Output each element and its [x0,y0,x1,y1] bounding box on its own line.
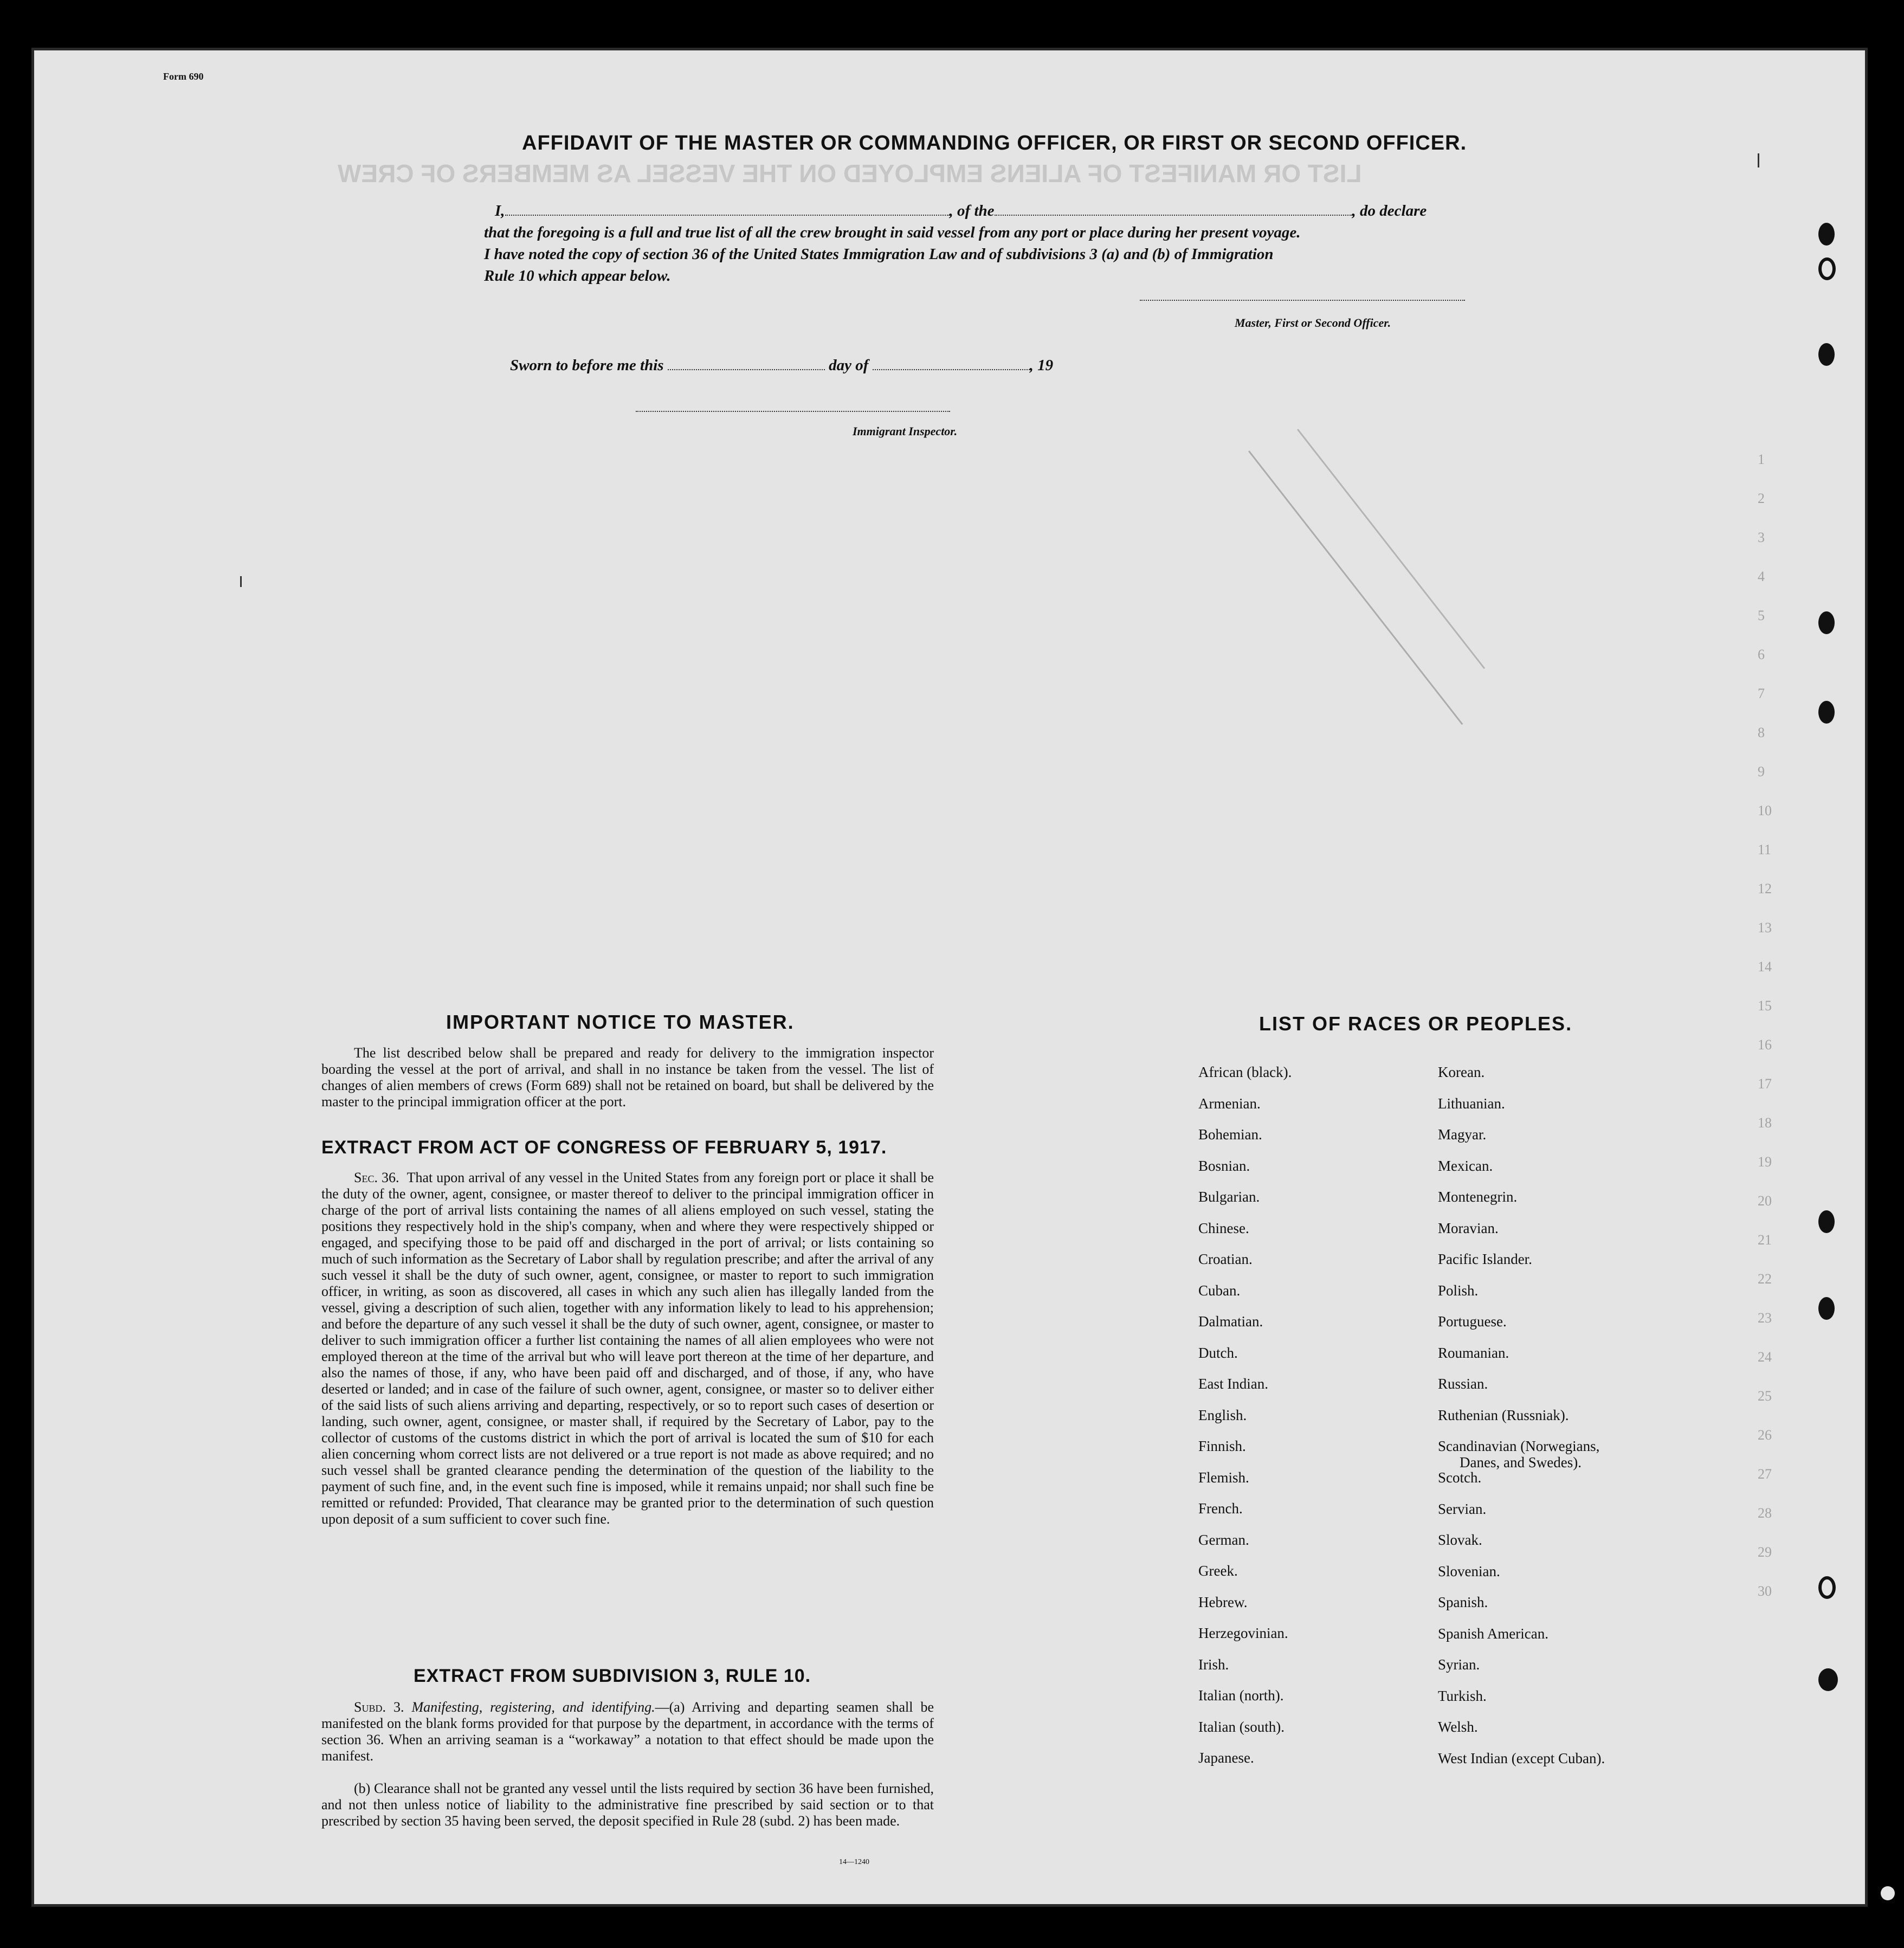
row-number: 26 [1758,1427,1772,1443]
subd-para-a: —(a) Arriving and departing seamen shall be manifested on the blank forms provided for that purpose by the department, in accordance with the terms of section 36. When an arriving seaman is a “workaway” a notation to that effect should be made upon the manifest. [321,1699,934,1764]
subd-heading: Manifesting, registering, and identifying. [411,1699,655,1715]
race-left-item: East Indian. [1198,1376,1268,1392]
race-left-item: Irish. [1198,1656,1229,1673]
sworn-day-of: day of [829,357,869,374]
race-left-item: Armenian. [1198,1095,1261,1112]
race-left-item: Dalmatian. [1198,1313,1263,1330]
row-number: 4 [1758,569,1765,584]
row-number: 19 [1758,1154,1772,1170]
master-signature-line[interactable] [1140,300,1465,301]
affidavit-do-declare: , do declare [1352,202,1427,220]
row-number: 6 [1758,647,1765,662]
race-left-item: Dutch. [1198,1344,1238,1361]
inspector-signature-label: Immigrant Inspector. [853,424,958,438]
pen-stroke [1248,450,1463,725]
row-number: 5 [1758,608,1765,623]
race-right-item: Mexican. [1438,1157,1493,1174]
race-left-item: Hebrew. [1198,1594,1248,1610]
affidavit-line-3: I have noted the copy of section 36 of the United States Immigration Law and of subdivisions 3 (a) and (b) of Immigration [484,246,1274,263]
race-left-item: Japanese. [1198,1750,1254,1766]
master-signature-label: Master, First or Second Officer. [1235,316,1391,330]
race-right-item: Montenegrin. [1438,1189,1518,1205]
punch-hole [1818,1668,1838,1691]
row-number: 12 [1758,881,1772,896]
affidavit-line-4: Rule 10 which appear below. [484,267,671,285]
row-number: 17 [1758,1076,1772,1092]
race-left-item: Italian (north). [1198,1687,1284,1704]
row-number: 7 [1758,686,1765,701]
race-right-item: Lithuanian. [1438,1095,1505,1112]
race-right-item: Scandinavian (Norwegians, [1438,1438,1600,1454]
punch-hole [1818,1210,1835,1233]
extract-act-title: EXTRACT FROM ACT OF CONGRESS OF FEBRUARY 5, 1917. [321,1137,887,1158]
row-number: 11 [1758,842,1772,857]
row-number: 28 [1758,1505,1772,1521]
affidavit-i: I, [495,202,505,220]
race-right-item: Spanish. [1438,1594,1488,1610]
extract-act-body [321,1170,934,1527]
race-left-item: Italian (south). [1198,1718,1285,1735]
row-number: 21 [1758,1232,1772,1248]
race-left-item: Flemish. [1198,1469,1249,1486]
row-number: 27 [1758,1466,1772,1482]
race-right-item: Ruthenian (Russniak). [1438,1407,1569,1423]
sworn-year: , 19 [1029,357,1054,374]
extract-rule-body [321,1699,934,1764]
races-title: LIST OF RACES OR PEOPLES. [1259,1012,1573,1035]
race-left-item: Finnish. [1198,1438,1246,1454]
corner-hole [1881,1886,1895,1900]
form-number: Form 690 [163,71,204,82]
race-right-item: West Indian (except Cuban). [1438,1750,1605,1766]
race-right-item: Portuguese. [1438,1313,1507,1330]
race-left-item: Chinese. [1198,1220,1249,1236]
race-right-item: Syrian. [1438,1656,1480,1673]
race-left-item: Bosnian. [1198,1157,1250,1174]
race-right-item: Servian. [1438,1500,1487,1517]
row-number: 13 [1758,920,1772,936]
sworn-text: Sworn to before me this [510,357,664,374]
race-left-item: French. [1198,1500,1243,1517]
punch-hole [1818,1297,1835,1320]
sworn-line [510,357,1053,375]
affidavit-of-the: , of the [949,202,995,220]
punch-hole [1818,343,1835,366]
sworn-month-blank[interactable] [873,369,1030,370]
row-number: 1 [1758,451,1765,467]
notice-body: The list described below shall be prepared and ready for delivery to the immigration inspector boarding the vessel at the port of arrival, and shall in no instance be taken from the vessel. The list of changes of alien members of crews (Form 689) shall not be retained on board, but shall be delivered by the master to the principal immigration officer at the port. [321,1045,934,1110]
race-right-item: Pacific Islander. [1438,1251,1532,1267]
print-code: 14—1240 [839,1858,869,1866]
bleed-through-header: LIST OR MANIFEST OF ALIENS EMPLOYED ON THE VESSEL AS MEMBERS OF CREW [338,159,1362,188]
punch-hole [1818,1576,1836,1599]
race-left-item: Bohemian. [1198,1126,1262,1143]
race-right-item: Russian. [1438,1376,1488,1392]
row-number: 14 [1758,959,1772,975]
race-right-item: Korean. [1438,1064,1485,1080]
row-number: 2 [1758,491,1765,506]
row-number: 30 [1758,1583,1772,1599]
row-number: 9 [1758,764,1765,779]
subd-para-b: (b) Clearance shall not be granted any vessel until the lists required by section 36 have been furnished, and not then unless notice of liability to the administrative fine prescribed by said section or to that prescribed by section 35 having been served, the deposit specified in Rule 28 (subd. 2) has been made. [321,1781,934,1829]
sworn-day-blank[interactable] [668,369,825,370]
ink-mark [240,576,242,587]
race-right-item: Danes, and Swedes). [1460,1454,1582,1470]
vessel-blank[interactable] [995,215,1352,216]
affidavit-title: AFFIDAVIT OF THE MASTER OR COMMANDING OFFICER, OR FIRST OR SECOND OFFICER. [522,132,1467,154]
race-left-item: Greek. [1198,1563,1238,1579]
race-left-item: Herzegovinian. [1198,1625,1288,1641]
race-right-item: Magyar. [1438,1126,1487,1143]
inspector-signature-line[interactable] [636,411,950,412]
row-number: 23 [1758,1310,1772,1326]
race-left-item: Bulgarian. [1198,1189,1260,1205]
row-number: 24 [1758,1349,1772,1365]
punch-hole [1818,611,1835,634]
race-right-item: Moravian. [1438,1220,1499,1236]
sec-label: Sec. 36. [354,1170,399,1185]
ink-mark [1758,153,1759,167]
punch-hole [1818,701,1835,724]
race-right-item: Polish. [1438,1282,1479,1299]
extract-rule-title: EXTRACT FROM SUBDIVISION 3, RULE 10. [414,1666,811,1686]
race-right-item: Roumanian. [1438,1344,1509,1361]
notice-title: IMPORTANT NOTICE TO MASTER. [446,1011,795,1033]
row-number: 20 [1758,1193,1772,1209]
race-right-item: Welsh. [1438,1719,1478,1735]
affidavit-line-2: that the foregoing is a full and true list of all the crew brought in said vessel from any port or place during her present voyage. [484,224,1301,241]
row-number: 15 [1758,998,1772,1014]
race-left-item: German. [1198,1531,1249,1548]
name-blank[interactable] [505,215,950,216]
affidavit-line-1 [495,202,1427,220]
row-number: 29 [1758,1544,1772,1560]
row-number: 16 [1758,1037,1772,1053]
sec-36-text: That upon arrival of any vessel in the United States from any foreign port or place it shall be the duty of the owner, agent, consignee, or master thereof to deliver to the principal immigration officer in charge of the port of arrival lists containing the names of all aliens employed on such vessel, stating the positions they respectively hold in the ship's company, when and where they were respectively shipped or engaged, and specifying those to be paid off and discharged in the port of arrival; or lists containing so much of such information as the Secretary of Labor shall by regulation prescribe; and after the arrival of any such vessel it shall be the duty of such owner, agent, consignee, or master to report to such immigration officer, in writing, as soon as discovered, all cases in which any such alien has illegally landed from the vessel, giving a description of such alien, together with any information likely to lead to his apprehension; and before the departure of any such vessel it shall be the duty of such owner, agent, consignee, or master to deliver to such immigration officer a further list containing the names of all alien employees who were not employed thereon at the time of the arrival but who will leave port thereon at the time of her departure, and also the names of those, if any, who have been paid off and discharged, and of those, if any, who have deserted or landed; and in case of the failure of such owner, agent, consignee, or master so to deliver either of the said lists of such aliens arriving and departing, respectively, or so to report such cases of desertion or landing, such owner, agent, consignee, or master shall, if required by the Secretary of Labor, pay to the collector of customs of the customs district in which the port of arrival is located the sum of $10 for each alien concerning whom correct lists are not delivered or a true report is not made as above required; and no such vessel shall be granted clearance pending the determination of the question of the liability to the payment of such fine, and, in the event such fine is imposed, while it remains unpaid; nor shall such fine be remitted or refunded: Provided, That clearance may be granted prior to the determination of such question upon deposit of a sum sufficient to cover such fine. [321,1170,934,1527]
race-left-item: Croatian. [1198,1251,1253,1267]
punch-hole [1818,257,1836,280]
punch-hole [1818,223,1835,246]
race-right-item: Slovenian. [1438,1563,1500,1579]
race-left-item: Cuban. [1198,1282,1241,1299]
row-number: 18 [1758,1115,1772,1131]
row-number: 10 [1758,803,1772,818]
race-left-item: African (black). [1198,1064,1292,1080]
row-number: 8 [1758,725,1765,740]
race-right-item: Turkish. [1438,1687,1487,1704]
subd-label: Subd. 3. [354,1699,404,1715]
race-right-item: Scotch. [1438,1469,1482,1486]
row-number: 25 [1758,1388,1772,1404]
document-page [31,48,1868,1907]
race-left-item: English. [1198,1407,1247,1423]
race-right-item: Slovak. [1438,1532,1482,1548]
race-right-item: Spanish American. [1438,1625,1548,1642]
row-number: 22 [1758,1271,1772,1287]
row-number: 3 [1758,530,1765,545]
